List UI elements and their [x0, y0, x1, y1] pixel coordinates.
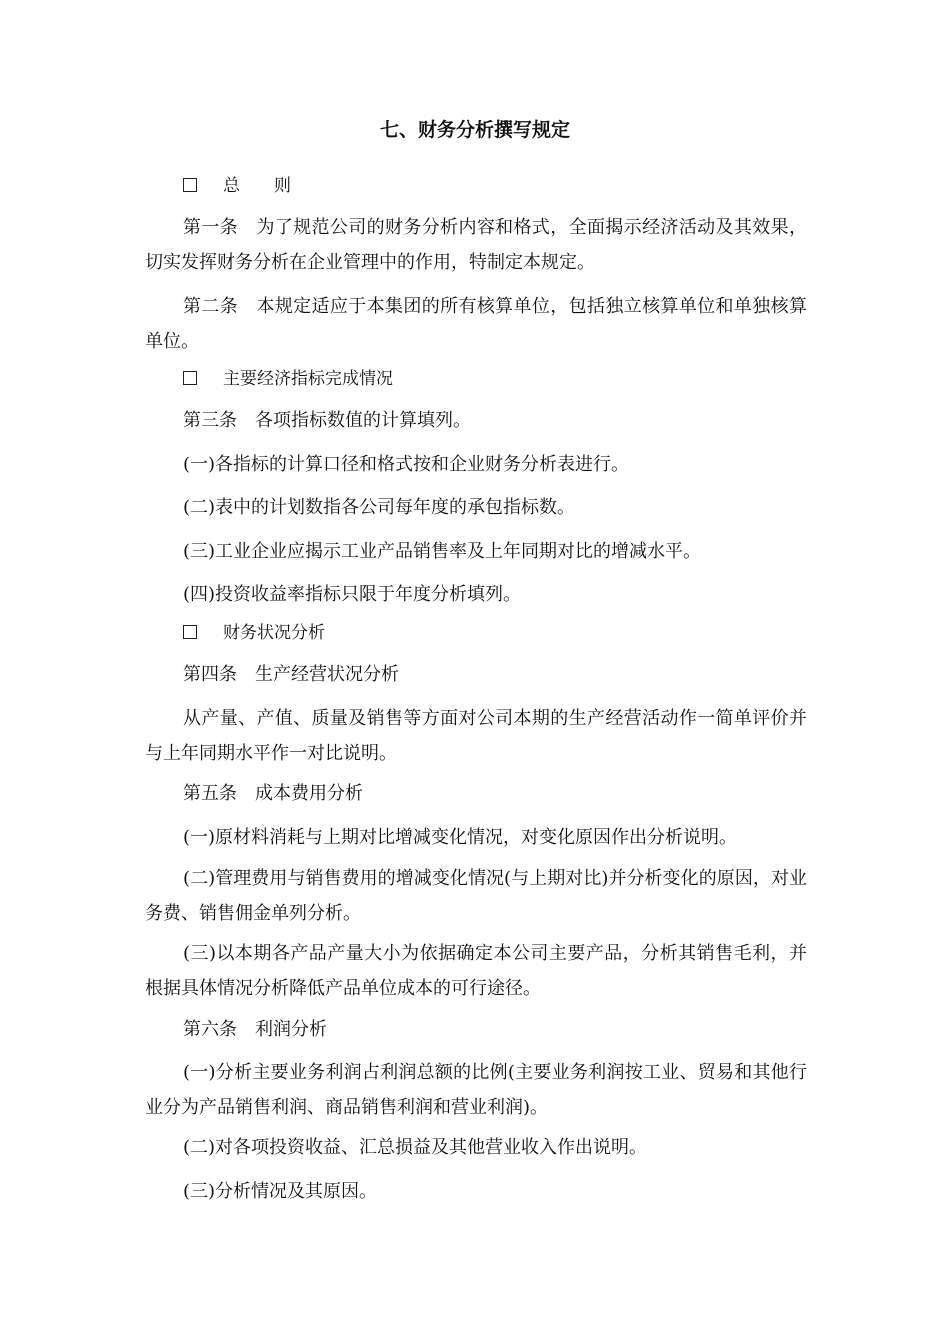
- clause-3-2: (二)表中的计划数指各公司每年度的承包指标数。: [183, 497, 576, 518]
- clause-3-4: (四)投资收益率指标只限于年度分析填列。: [183, 584, 522, 605]
- section-heading-label: 主要经济指标完成情况: [223, 369, 393, 389]
- article-5: 第五条 成本费用分析: [183, 783, 363, 804]
- clause-5-2: (二)管理费用与销售费用的增减变化情况(与上期对比)并分析变化的原因，对业务费、销售佣金单列分析。: [145, 868, 807, 924]
- article-4-body: 从产量、产值、质量及销售等方面对公司本期的生产经营活动作一简单评价并与上年同期水平作一对比说明。: [145, 708, 807, 764]
- section-heading-general: [183, 174, 291, 198]
- article-6: 第六条 利润分析: [183, 1019, 327, 1040]
- clause-3-1: (一)各指标的计算口径和格式按和企业财务分析表进行。: [183, 454, 630, 475]
- checkbox-icon: [183, 178, 197, 192]
- section-heading-indicators: [183, 367, 393, 391]
- clause-5-3: (三)以本期各产品产量大小为依据确定本公司主要产品，分析其销售毛利，并根据具体情况分析降低产品单位成本的可行途径。: [145, 943, 807, 999]
- article-4: 第四条 生产经营状况分析: [183, 664, 399, 685]
- section-heading-financial: [183, 621, 325, 645]
- document-title: 七、财务分析撰写规定: [379, 119, 570, 141]
- clause-3-3: (三)工业企业应揭示工业产品销售率及上年同期对比的增减水平。: [183, 541, 702, 562]
- section-heading-label: 总 则: [223, 176, 291, 196]
- article-3: 第三条 各项指标数值的计算填列。: [183, 410, 471, 431]
- checkbox-icon: [183, 371, 197, 385]
- article-1: 第一条 为了规范公司的财务分析内容和格式，全面揭示经济活动及其效果，切实发挥财务分析在企业管理中的作用，特制定本规定。: [145, 217, 807, 273]
- clause-6-2: (二)对各项投资收益、汇总损益及其他营业收入作出说明。: [183, 1137, 648, 1158]
- clause-6-3: (三)分析情况及其原因。: [183, 1181, 378, 1202]
- article-2: 第二条 本规定适应于本集团的所有核算单位，包括独立核算单位和单独核算单位。: [145, 296, 807, 352]
- section-heading-label: 财务状况分析: [223, 623, 325, 643]
- clause-6-1: (一)分析主要业务利润占利润总额的比例(主要业务利润按工业、贸易和其他行业分为产品销售利润、商品销售利润和营业利润)。: [145, 1062, 807, 1118]
- clause-5-1: (一)原材料消耗与上期对比增减变化情况，对变化原因作出分析说明。: [183, 827, 738, 848]
- checkbox-icon: [183, 625, 197, 639]
